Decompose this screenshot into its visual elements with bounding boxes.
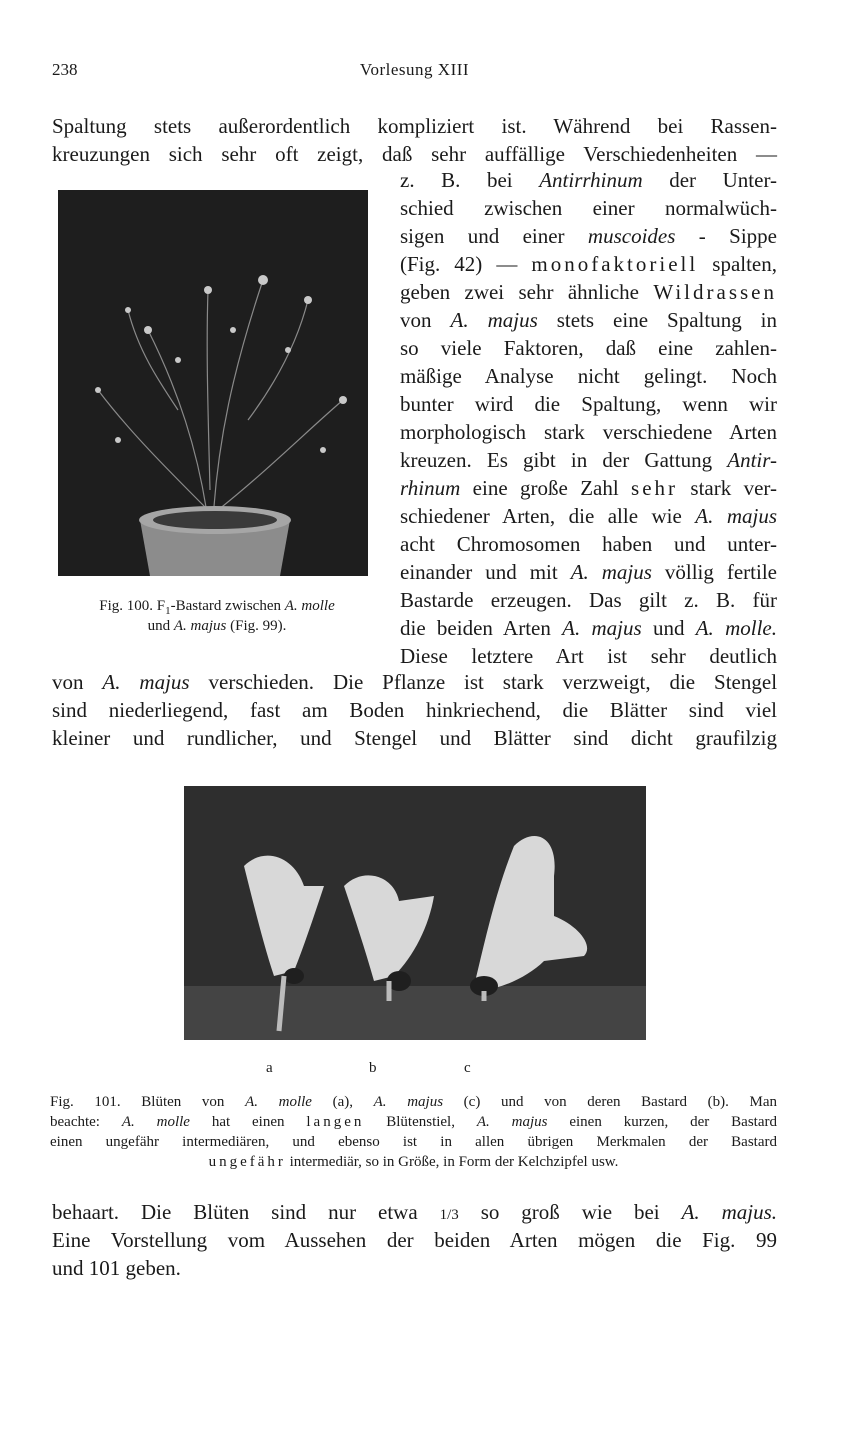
text-line: kreuzen. Es gibt in der Gattung Antir- <box>400 448 777 472</box>
text-line: mäßige Analyse nicht gelingt. Noch <box>400 364 777 388</box>
page-number: 238 <box>52 60 78 79</box>
text-line: einander und mit A. majus völlig fertile <box>400 560 777 584</box>
figure-101-caption: Fig. 101. Blüten von A. molle (a), A. majus (c) und von deren Bastard (b). Man <box>50 1094 778 1110</box>
figure-101-label-b: b <box>369 1060 377 1076</box>
text-line: z. B. bei Antirrhinum der Unter- <box>400 168 778 192</box>
figure-101-caption-line4: ungefähr intermediär, so in Größe, in Form der Kelchzipfel usw. <box>208 1154 619 1170</box>
page-header <box>52 60 777 84</box>
figure-101-caption-line2: beachte: A. molle hat einen langen Blütenstiel, A. majus einen kurzen, der Bastard <box>50 1114 777 1130</box>
figure-100-caption: Fig. 100. $F_1$-Bastard zwischen A. molle <box>99 598 335 617</box>
figure-101-label-a: a <box>266 1060 273 1076</box>
text-line: Diese letztere Art ist sehr deutlich <box>400 644 777 668</box>
text-line: kleiner und rundlicher, und Stengel und Blätter sind dicht graufilzig <box>52 726 777 750</box>
text-line: von A. majus verschieden. Die Pflanze ist stark verzweigt, die Stengel <box>52 670 778 694</box>
text-line: die beiden Arten A. majus und A. molle. <box>400 616 777 640</box>
text-line: Spaltung stets außerordentlich kompliziert ist. Während bei Rassen- <box>52 114 777 138</box>
text-line: (Fig. 42) — monofaktoriell spalten, <box>400 252 778 276</box>
figure-101-label-c: c <box>464 1060 471 1076</box>
text-line: morphologisch stark verschiedene Arten <box>400 420 777 444</box>
text-line: so viele Faktoren, daß eine zahlen- <box>400 336 777 360</box>
text-line: acht Chromosomen haben und unter- <box>400 532 777 556</box>
figure-101-photo <box>184 786 646 1040</box>
text-line: von A. majus stets eine Spaltung in <box>400 308 778 332</box>
text-line: sind niederliegend, fast am Boden hinkriechend, die Blätter sind viel <box>52 698 777 722</box>
running-title: Vorlesung XIII <box>359 60 470 79</box>
text-line: sigen und einer muscoides - Sippe <box>400 224 777 248</box>
text-line: geben zwei sehr ähnliche Wildrassen <box>400 280 777 304</box>
figure-101-caption-line3: einen ungefähr intermediären, und ebenso ist in allen übrigen Merkmalen der Bastard <box>50 1134 777 1150</box>
text-line: behaart. Die Blüten sind nur etwa 1/3 so groß wie bei A. majus. <box>52 1200 777 1224</box>
figure-100-caption-line2: und A. majus (Fig. 99). <box>147 618 287 634</box>
text-line: und 101 geben. <box>52 1256 181 1280</box>
text-line: rhinum eine große Zahl sehr stark ver- <box>400 476 777 500</box>
text-line: kreuzungen sich sehr oft zeigt, daß sehr auffällige Verschiedenheiten — <box>52 142 777 166</box>
text-line: bunter wird die Spaltung, wenn wir <box>400 392 777 416</box>
text-line: Bastarde erzeugen. Das gilt z. B. für <box>400 588 777 612</box>
figure-100-photo <box>58 190 368 576</box>
text-line: schied zwischen einer normalwüch- <box>400 196 777 220</box>
text-line: schiedener Arten, die alle wie A. majus <box>400 504 777 528</box>
text-line: Eine Vorstellung vom Aussehen der beiden Arten mögen die Fig. 99 <box>52 1228 777 1252</box>
